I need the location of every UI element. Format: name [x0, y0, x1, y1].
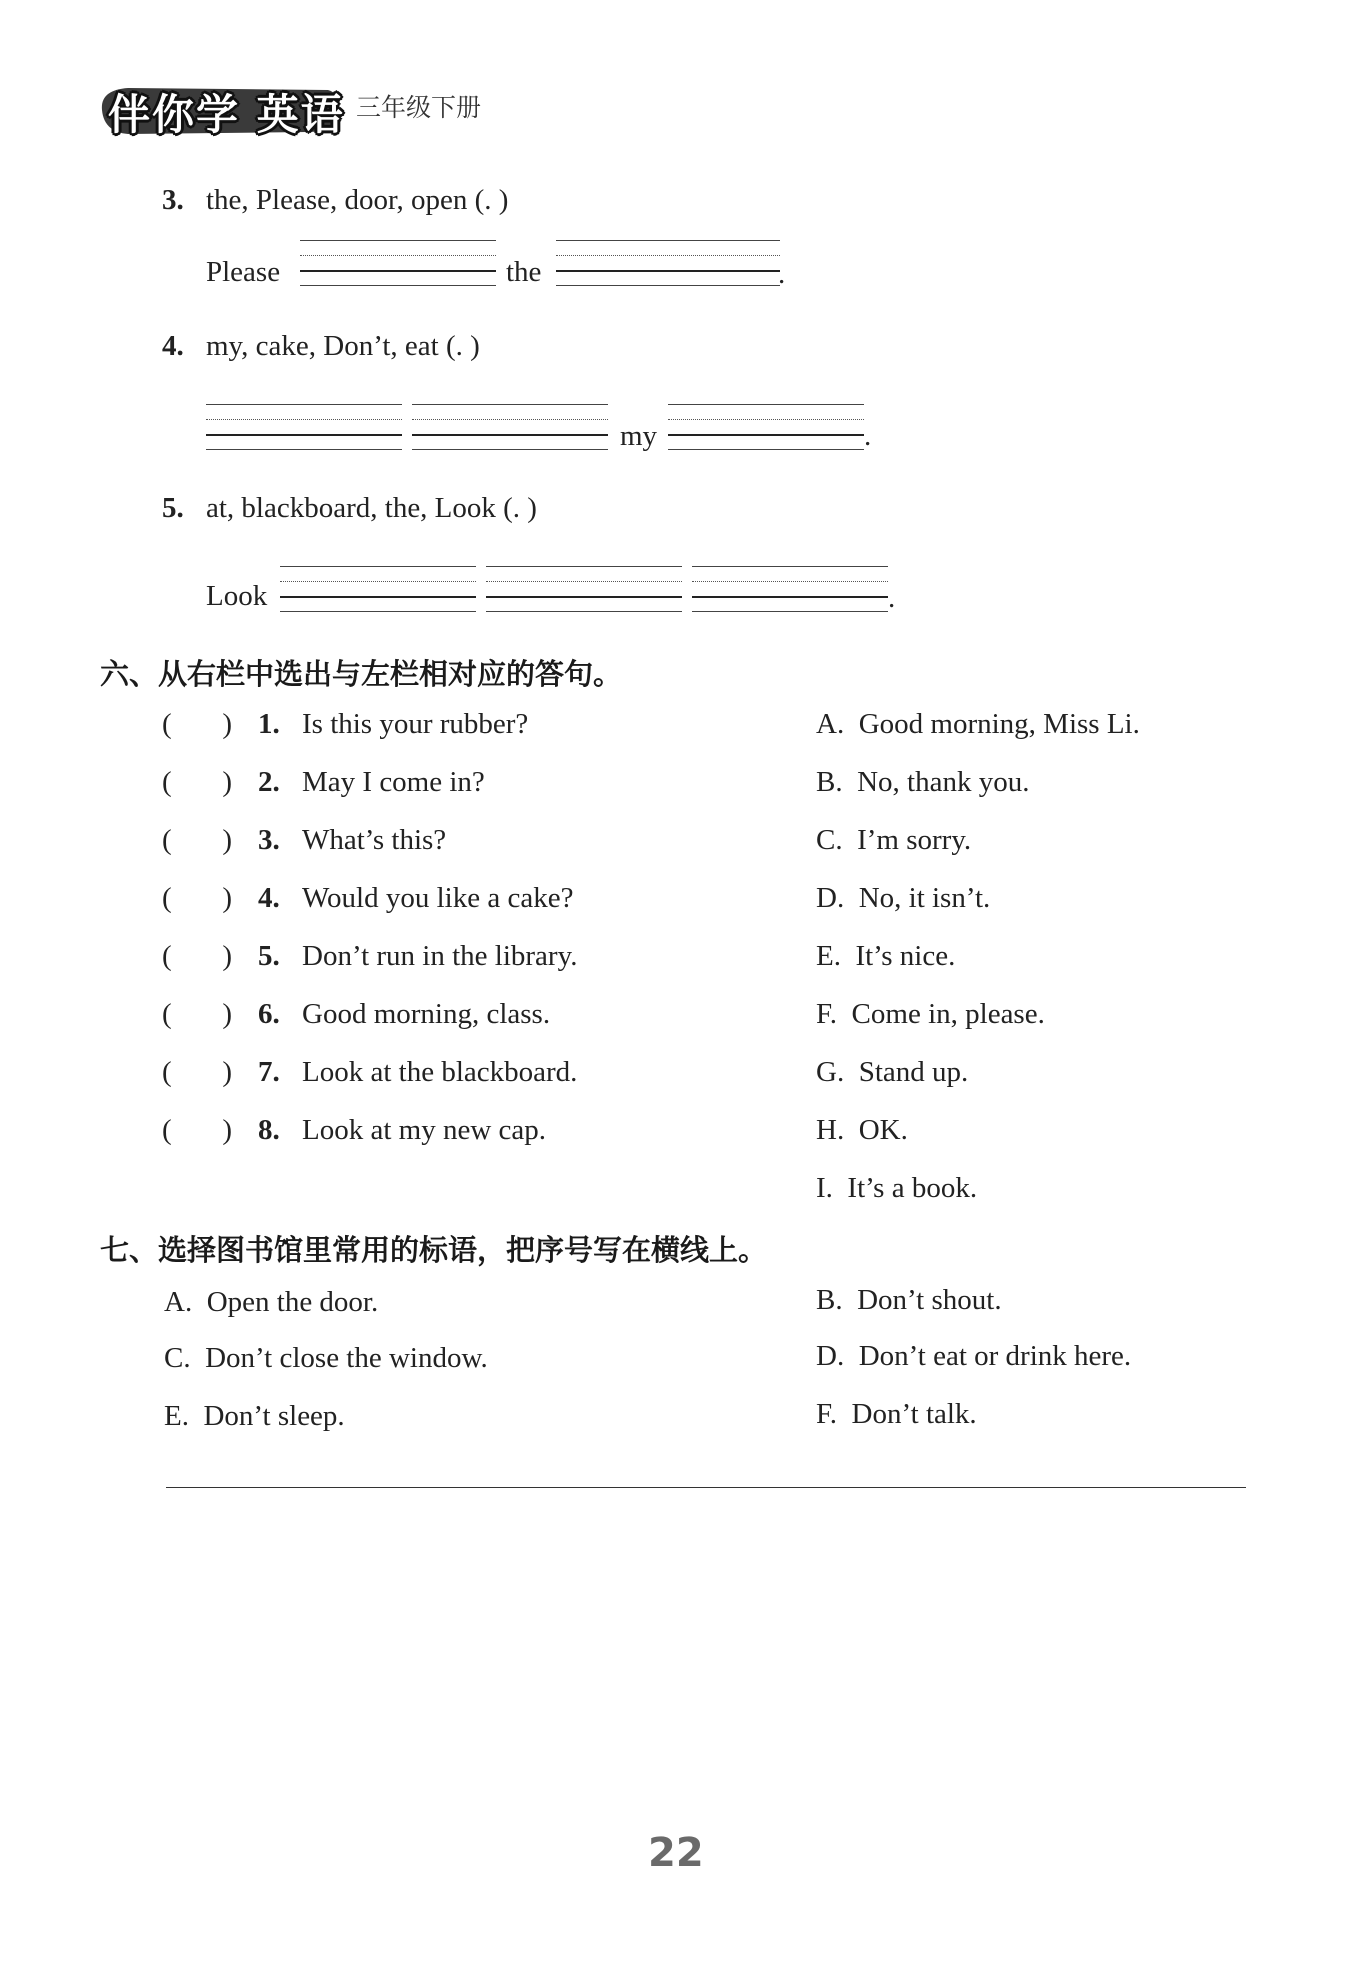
slogan-option: A. Open the door.	[164, 1286, 379, 1318]
question-text: What’s this?	[302, 824, 447, 856]
question-text: Look at my new cap.	[302, 1114, 547, 1146]
question-number: 3.	[162, 184, 184, 216]
sentence-word: my	[620, 420, 658, 452]
answer-blank[interactable]: ( )	[162, 882, 233, 914]
question-number: 5.	[162, 492, 184, 524]
item-number: 8.	[258, 1114, 280, 1146]
answer-line[interactable]	[166, 1487, 1246, 1488]
item-number: 2.	[258, 766, 280, 798]
section-7-title: 七、选择图书馆里常用的标语，把序号写在横线上。	[100, 1233, 768, 1267]
item-number: 1.	[258, 708, 280, 740]
book-logo: 伴你学 英语	[108, 90, 345, 139]
answer-blank[interactable]: ( )	[162, 708, 233, 740]
period: .	[888, 582, 896, 614]
slogan-option: C. Don’t close the window.	[164, 1342, 488, 1374]
slogan-option: B. Don’t shout.	[816, 1284, 1002, 1316]
answer-option: G. Stand up.	[816, 1056, 969, 1088]
item-number: 7.	[258, 1056, 280, 1088]
question-text: Is this your rubber?	[302, 708, 529, 740]
item-number: 6.	[258, 998, 280, 1030]
item-number: 5.	[258, 940, 280, 972]
question-words: at, blackboard, the, Look (. )	[206, 492, 537, 524]
sentence-word: the	[506, 256, 542, 288]
answer-option: F. Come in, please.	[816, 998, 1045, 1030]
question-words: my, cake, Don’t, eat (. )	[206, 330, 480, 362]
question-text: Good morning, class.	[302, 998, 551, 1030]
slogan-option: D. Don’t eat or drink here.	[816, 1340, 1132, 1372]
writing-grid[interactable]	[556, 240, 780, 286]
answer-blank[interactable]: ( )	[162, 824, 233, 856]
question-text: Look at the blackboard.	[302, 1056, 578, 1088]
question-text: May I come in?	[302, 766, 485, 798]
answer-blank[interactable]: ( )	[162, 940, 233, 972]
question-text: Don’t run in the library.	[302, 940, 578, 972]
writing-grid[interactable]	[280, 566, 476, 612]
book-subtitle: 三年级下册	[356, 93, 482, 122]
item-number: 3.	[258, 824, 280, 856]
slogan-option: E. Don’t sleep.	[164, 1400, 345, 1432]
writing-grid[interactable]	[692, 566, 888, 612]
answer-option: A. Good morning, Miss Li.	[816, 708, 1140, 740]
slogan-option: F. Don’t talk.	[816, 1398, 977, 1430]
answer-blank[interactable]: ( )	[162, 1114, 233, 1146]
page-number: 22	[648, 1830, 704, 1876]
answer-blank[interactable]: ( )	[162, 766, 233, 798]
writing-grid[interactable]	[412, 404, 608, 450]
question-text: Would you like a cake?	[302, 882, 574, 914]
answer-option: I. It’s a book.	[816, 1172, 978, 1204]
section-6-title: 六、从右栏中选出与左栏相对应的答句。	[100, 657, 623, 691]
writing-grid[interactable]	[668, 404, 864, 450]
sentence-prefix: Look	[206, 580, 268, 612]
writing-grid[interactable]	[206, 404, 402, 450]
question-words: the, Please, door, open (. )	[206, 184, 509, 216]
period: .	[864, 420, 872, 452]
answer-option: E. It’s nice.	[816, 940, 956, 972]
writing-grid[interactable]	[486, 566, 682, 612]
answer-option: D. No, it isn’t.	[816, 882, 991, 914]
writing-grid[interactable]	[300, 240, 496, 286]
sentence-prefix: Please	[206, 256, 281, 288]
answer-blank[interactable]: ( )	[162, 1056, 233, 1088]
period: .	[778, 258, 786, 290]
item-number: 4.	[258, 882, 280, 914]
answer-option: C. I’m sorry.	[816, 824, 972, 856]
answer-option: H. OK.	[816, 1114, 908, 1146]
question-number: 4.	[162, 330, 184, 362]
answer-blank[interactable]: ( )	[162, 998, 233, 1030]
answer-option: B. No, thank you.	[816, 766, 1030, 798]
